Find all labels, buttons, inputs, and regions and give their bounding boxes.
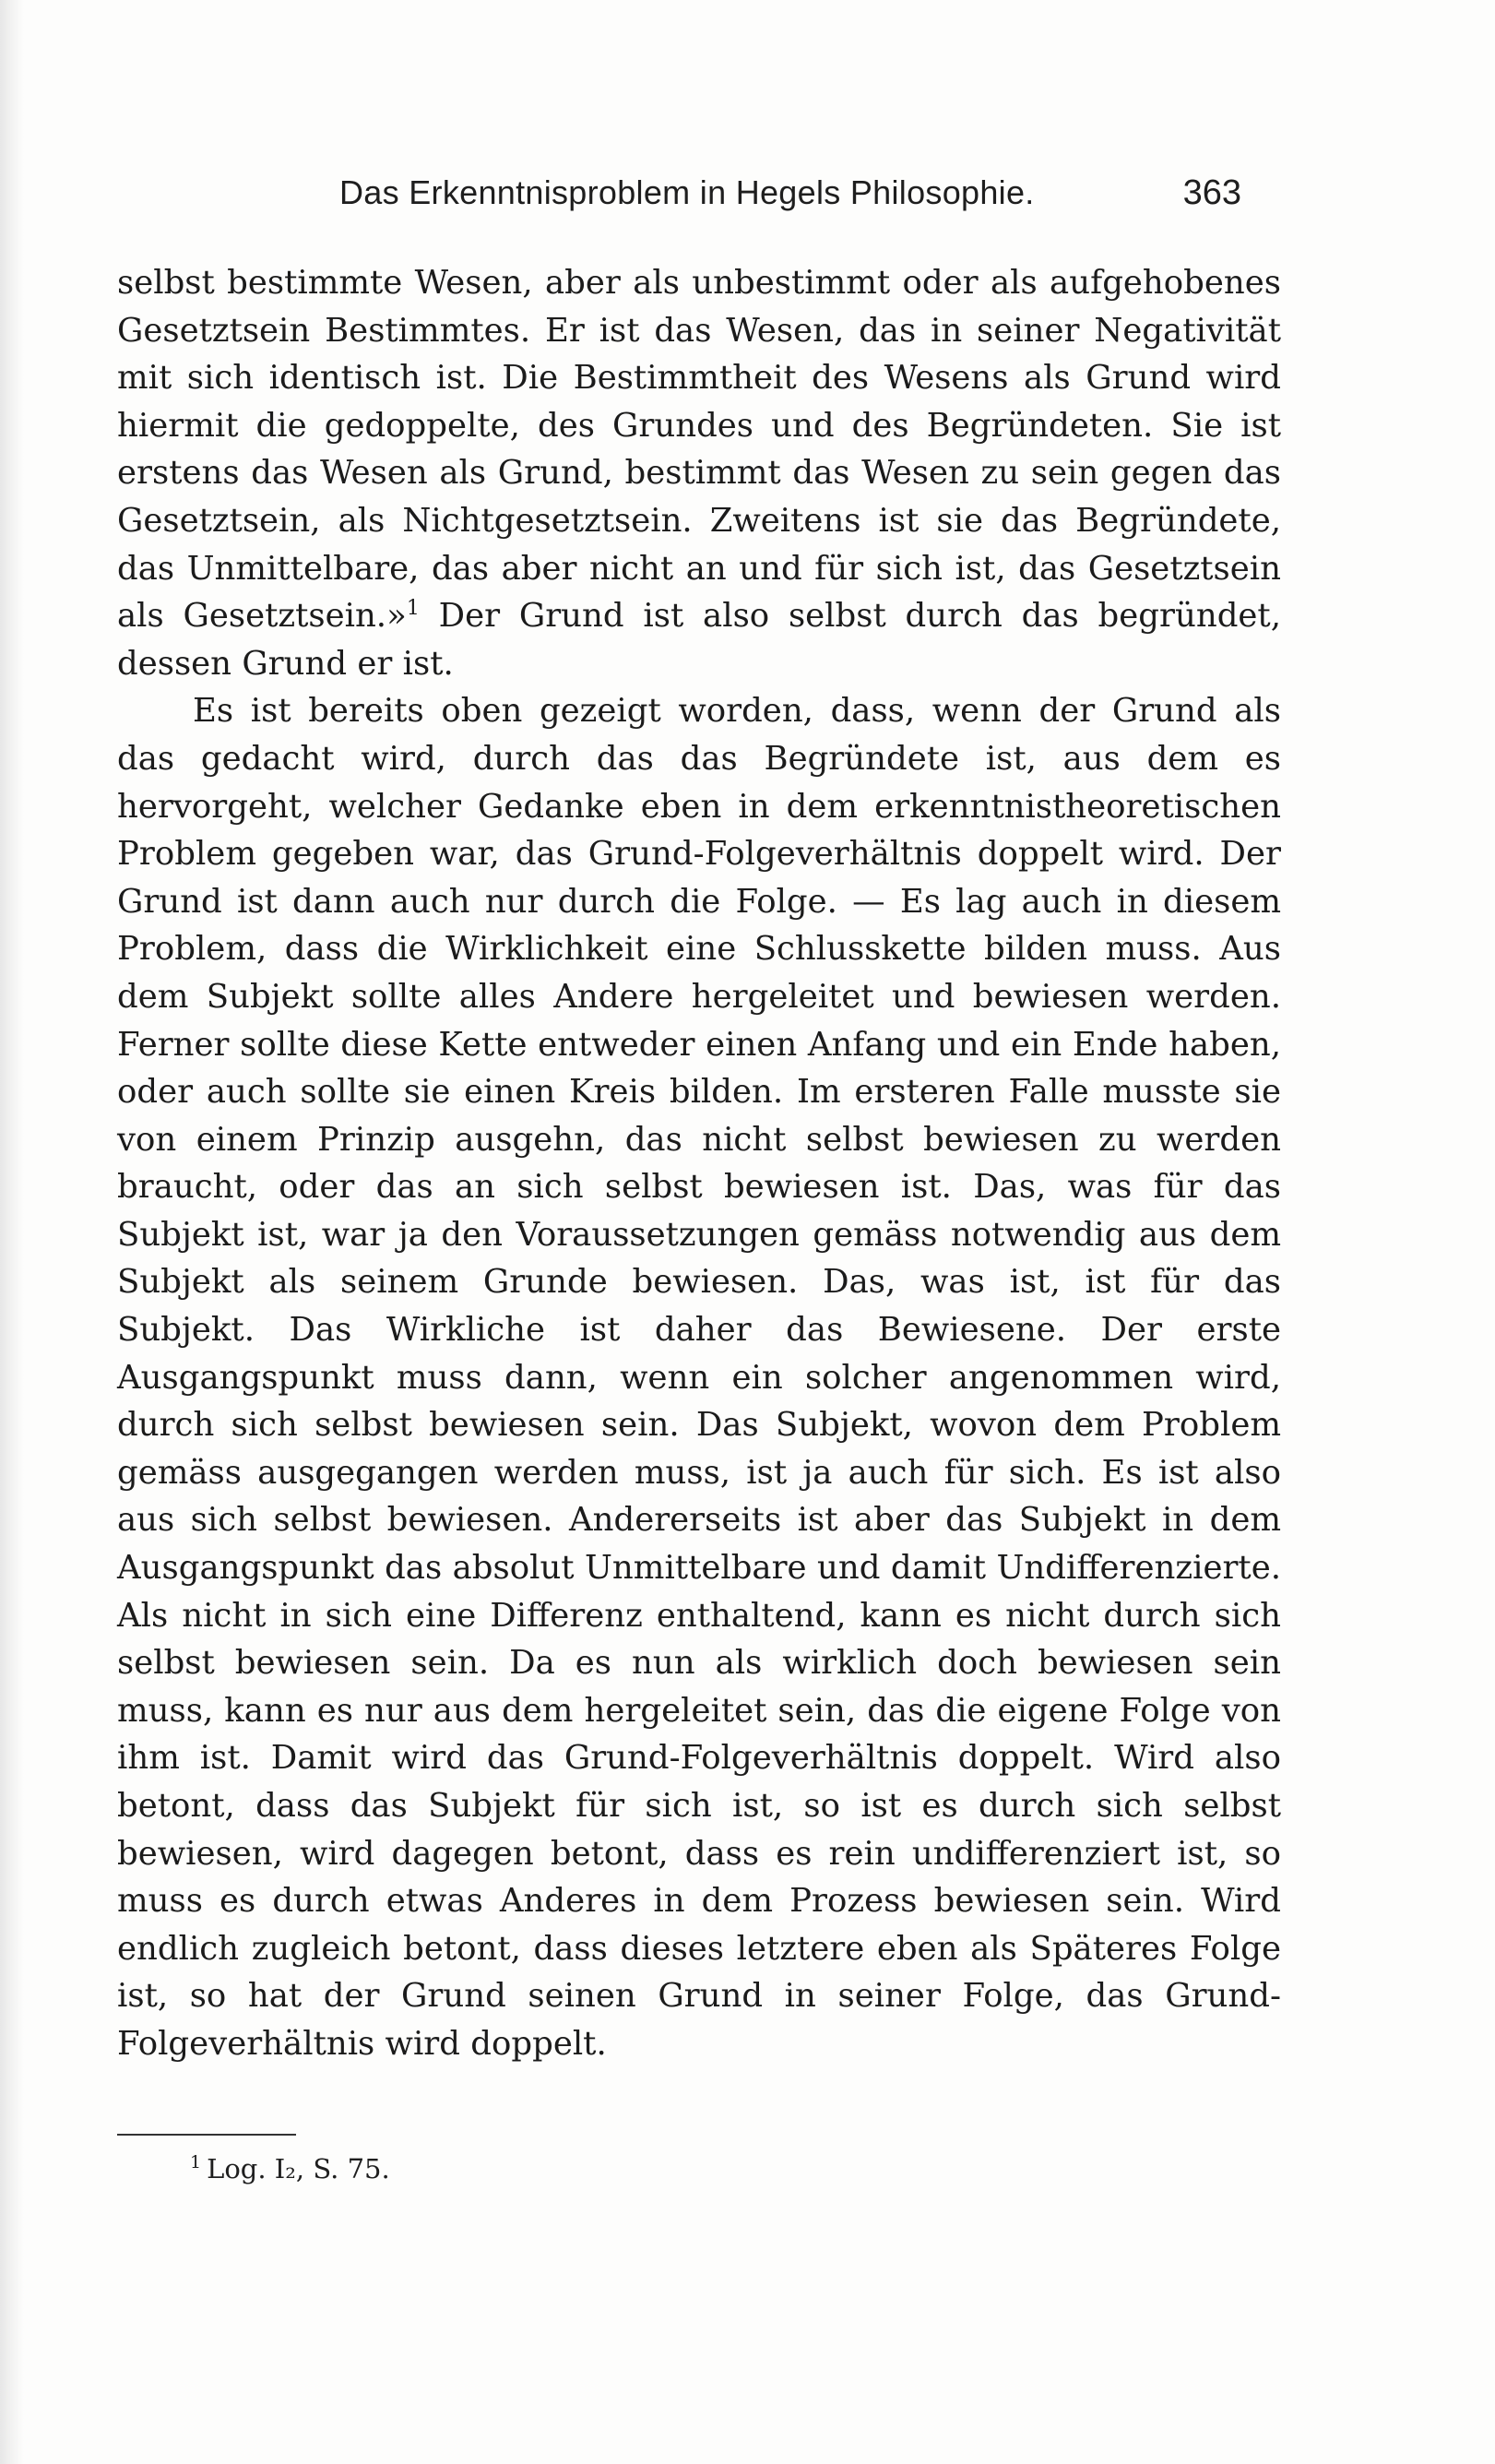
body-text (117, 259, 1281, 2068)
paragraph: Es ist bereits oben gezeigt worden, dass, wenn der Grund als das gedacht wird, durch das das Begründete ist, aus dem es hervorgeht, welcher Gedanke eben in dem erkenntnistheoretischen Problem gegeben war, das Grund-Folgeverhältnis doppelt wird. Der Grund ist dann auch nur durch die Folge. — Es lag auch in diesem Problem, dass die Wirklichkeit eine Schlusskette bilden muss. Aus dem Subjekt sollte alles Andere hergeleitet und bewiesen werden. Ferner sollte diese Kette entweder einen Anfang und ein Ende haben, oder auch sollte sie einen Kreis bilden. Im ersteren Falle musste sie von einem Prinzip ausgehn, das nicht selbst bewiesen zu werden braucht, oder das an sich selbst bewiesen ist. Das, was für das Subjekt ist, war ja den Voraussetzungen gemäss notwendig aus dem Subjekt als seinem Grunde bewiesen. Das, was ist, ist für das Subjekt. Das Wirkliche ist daher das Bewiesene. Der erste Ausgangspunkt muss dann, wenn ein solcher angenommen wird, durch sich selbst bewiesen sein. Das Subjekt, wovon dem Problem gemäss ausgegangen werden muss, ist ja auch für sich. Es ist also aus sich selbst bewiesen. Andererseits ist aber das Subjekt in dem Ausgangspunkt das absolut Unmittelbare und damit Undifferenzierte. Als nicht in sich eine Differenz enthaltend, kann es nicht durch sich selbst bewiesen sein. Da es nun als wirklich doch bewiesen sein muss, kann es nur aus dem hergeleitet sein, das die eigene Folge von ihm ist. Damit wird das Grund-Folgeverhältnis doppelt. Wird also betont, dass das Subjekt für sich ist, so ist es durch sich selbst bewiesen, wird dagegen betont, dass es rein undifferenziert ist, so muss es durch etwas Anderes in dem Prozess bewiesen sein. Wird endlich zugleich betont, dass dieses letztere eben als Späteres Folge ist, so hat der Grund seinen Grund in seiner Folge, das Grund-Folgeverhältnis wird doppelt. (117, 692, 1281, 2063)
paragraph-text: selbst bestimmte Wesen, aber als unbestimmt oder als aufgehobenes Gesetztsein Bestimmtes. Er ist das Wesen, das in seiner Negativität mit sich identisch ist. Die Bestimmtheit des Wesens als Grund wird hiermit die gedoppelte, des Grundes und des Begründeten. Sie ist erstens das Wesen als Grund, bestimmt das Wesen zu sein gegen das Gesetztsein, als Nichtgesetztsein. Zweitens ist sie das Begründete, das Unmittelbare, das aber nicht an und für sich ist, das Gesetztsein als Gesetztsein.» (117, 264, 1281, 636)
page-edge-shadow (0, 0, 24, 2464)
paragraph-continued (117, 259, 1281, 687)
running-head (339, 173, 1264, 220)
footnote-reference: 1 (406, 597, 420, 621)
footnote-rule (117, 2134, 296, 2136)
paragraph-text: Der Grund ist also selbst durch das begründet, dessen Grund er ist. (117, 597, 1281, 683)
page-number: 363 (1182, 173, 1241, 212)
footnote-text: Log. I₂, S. 75. (207, 2153, 390, 2184)
footnote (190, 2149, 390, 2188)
footnote-mark: 1 (190, 2152, 202, 2173)
running-title: Das Erkenntnisproblem in Hegels Philosophie. (339, 173, 1035, 211)
